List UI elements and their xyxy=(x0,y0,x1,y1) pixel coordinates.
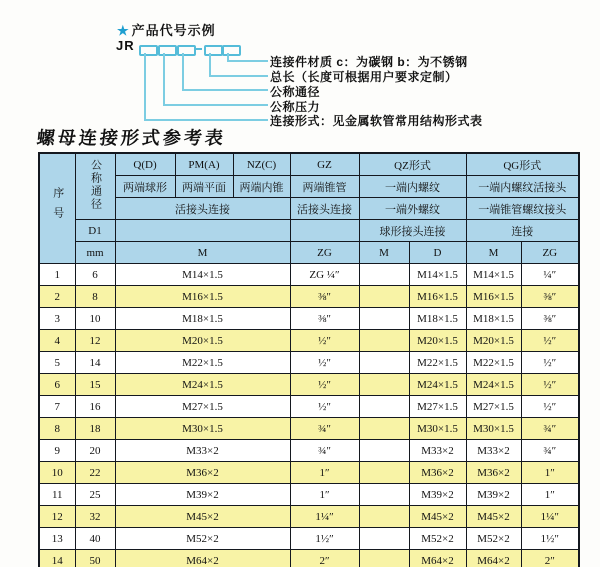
header-desc-qz-1: 一端内螺纹 xyxy=(359,176,466,198)
header-desc-gz: 两端锥管 xyxy=(290,176,359,198)
cell-m: M22×1.5 xyxy=(115,352,290,374)
table-row xyxy=(39,264,579,286)
cell-qg_zg: ½″ xyxy=(521,352,579,374)
cell-dn: 40 xyxy=(75,528,115,550)
header-mm: mm xyxy=(75,242,115,264)
code-label-diameter: 公称通径 xyxy=(270,85,321,99)
cell-seq: 9 xyxy=(39,440,75,462)
header-desc-qg-3: 连接 xyxy=(466,220,579,242)
cell-m: M45×2 xyxy=(115,506,290,528)
cell-qg_m: M64×2 xyxy=(466,550,521,567)
cell-m: M14×1.5 xyxy=(115,264,290,286)
cell-qg_m: M18×1.5 xyxy=(466,308,521,330)
table-row xyxy=(39,440,579,462)
cell-qg_m: M24×1.5 xyxy=(466,374,521,396)
cell-qz_d: M64×2 xyxy=(409,550,466,567)
cell-zg: ⅜″ xyxy=(290,286,359,308)
table-row xyxy=(39,396,579,418)
header-col-nz: NZ(C) xyxy=(233,153,290,176)
cell-dn: 10 xyxy=(75,308,115,330)
cell-m: M30×1.5 xyxy=(115,418,290,440)
cell-dn: 14 xyxy=(75,352,115,374)
cell-seq: 7 xyxy=(39,396,75,418)
table-header xyxy=(39,153,579,264)
header-seq: 序号 xyxy=(39,153,75,264)
header-desc-qg-2: 一端锥管螺纹接头 xyxy=(466,198,579,220)
code-label-material: 连接件材质 c：为碳钢 b：为不锈钢 xyxy=(270,55,468,69)
cell-qz_m xyxy=(359,484,409,506)
table-row xyxy=(39,352,579,374)
cell-m: M52×2 xyxy=(115,528,290,550)
cell-m: M39×2 xyxy=(115,484,290,506)
cell-qz_m xyxy=(359,352,409,374)
cell-qg_zg: 1½″ xyxy=(521,528,579,550)
cell-zg: 1″ xyxy=(290,484,359,506)
cell-qz_m xyxy=(359,550,409,567)
table-row xyxy=(39,308,579,330)
header-unit-zg: ZG xyxy=(290,242,359,264)
code-prefix: JR xyxy=(116,38,135,53)
cell-qz_d: M45×2 xyxy=(409,506,466,528)
header-desc-qz-2: 一端外螺纹 xyxy=(359,198,466,220)
cell-qz_d: M30×1.5 xyxy=(409,418,466,440)
cell-zg: ½″ xyxy=(290,396,359,418)
header-blank-left xyxy=(115,220,290,242)
cell-qg_m: M14×1.5 xyxy=(466,264,521,286)
cell-qg_m: M33×2 xyxy=(466,440,521,462)
code-label-pressure: 公称压力 xyxy=(270,100,321,114)
cell-qz_d: M24×1.5 xyxy=(409,374,466,396)
cell-seq: 6 xyxy=(39,374,75,396)
cell-dn: 18 xyxy=(75,418,115,440)
cell-qz_m xyxy=(359,396,409,418)
cell-seq: 2 xyxy=(39,286,75,308)
cell-zg: ¾″ xyxy=(290,418,359,440)
cell-dn: 12 xyxy=(75,330,115,352)
table-body xyxy=(39,264,579,567)
cell-qg_zg: 1″ xyxy=(521,462,579,484)
cell-qz_d: M20×1.5 xyxy=(409,330,466,352)
cell-qg_m: M52×2 xyxy=(466,528,521,550)
header-desc-q: 两端球形 xyxy=(115,176,175,198)
cell-m: M20×1.5 xyxy=(115,330,290,352)
cell-qz_m xyxy=(359,264,409,286)
header-col-q: Q(D) xyxy=(115,153,175,176)
product-code-heading-text: 产品代号示例 xyxy=(131,23,216,38)
header-blank-gz xyxy=(290,220,359,242)
cell-qz_d: M18×1.5 xyxy=(409,308,466,330)
header-col-qg: QG形式 xyxy=(466,153,579,176)
cell-qg_m: M45×2 xyxy=(466,506,521,528)
header-union-left: 活接头连接 xyxy=(115,198,290,220)
star-icon: ★ xyxy=(117,23,130,38)
table-row xyxy=(39,286,579,308)
cell-seq: 8 xyxy=(39,418,75,440)
cell-zg: 1″ xyxy=(290,462,359,484)
cell-m: M33×2 xyxy=(115,440,290,462)
cell-qz_d: M14×1.5 xyxy=(409,264,466,286)
table-row xyxy=(39,374,579,396)
cell-qz_m xyxy=(359,330,409,352)
cell-seq: 13 xyxy=(39,528,75,550)
cell-qz_d: M33×2 xyxy=(409,440,466,462)
cell-qg_m: M30×1.5 xyxy=(466,418,521,440)
cell-qz_m xyxy=(359,528,409,550)
header-unit-qz-m: M xyxy=(359,242,409,264)
table-row xyxy=(39,418,579,440)
cell-seq: 3 xyxy=(39,308,75,330)
table-row xyxy=(39,462,579,484)
header-unit-qg-zg: ZG xyxy=(521,242,579,264)
cell-qg_zg: 2″ xyxy=(521,550,579,567)
cell-qg_m: M20×1.5 xyxy=(466,330,521,352)
header-col-gz: GZ xyxy=(290,153,359,176)
cell-qg_m: M36×2 xyxy=(466,462,521,484)
header-desc-pm: 两端平面 xyxy=(175,176,233,198)
cell-qg_zg: ¾″ xyxy=(521,418,579,440)
cell-qz_d: M39×2 xyxy=(409,484,466,506)
cell-qz_d: M36×2 xyxy=(409,462,466,484)
header-unit-qg-m: M xyxy=(466,242,521,264)
cell-qz_d: M16×1.5 xyxy=(409,286,466,308)
header-desc-qg-1: 一端内螺纹活接头 xyxy=(466,176,579,198)
cell-qg_m: M22×1.5 xyxy=(466,352,521,374)
cell-zg: ½″ xyxy=(290,330,359,352)
cell-qg_zg: 1¼″ xyxy=(521,506,579,528)
cell-qg_zg: ½″ xyxy=(521,374,579,396)
cell-zg: ZG ¼″ xyxy=(290,264,359,286)
code-dash xyxy=(195,48,202,50)
cell-zg: 1¼″ xyxy=(290,506,359,528)
code-label-connection: 连接形式：见金属软管常用结构形式表 xyxy=(270,114,483,128)
header-desc-qz-3: 球形接头连接 xyxy=(359,220,466,242)
cell-zg: 1½″ xyxy=(290,528,359,550)
cell-qz_m xyxy=(359,418,409,440)
cell-qz_m xyxy=(359,286,409,308)
cell-seq: 4 xyxy=(39,330,75,352)
cell-qz_m xyxy=(359,308,409,330)
header-unit-m: M xyxy=(115,242,290,264)
cell-m: M36×2 xyxy=(115,462,290,484)
header-unit-qz-d: D xyxy=(409,242,466,264)
cell-m: M18×1.5 xyxy=(115,308,290,330)
cell-qz_d: M52×2 xyxy=(409,528,466,550)
cell-dn: 15 xyxy=(75,374,115,396)
cell-dn: 25 xyxy=(75,484,115,506)
cell-seq: 11 xyxy=(39,484,75,506)
cell-qg_zg: ⅜″ xyxy=(521,286,579,308)
cell-qg_zg: ¼″ xyxy=(521,264,579,286)
header-union-gz: 活接头连接 xyxy=(290,198,359,220)
cell-m: M64×2 xyxy=(115,550,290,567)
cell-qg_zg: ½″ xyxy=(521,396,579,418)
cell-dn: 20 xyxy=(75,440,115,462)
cell-dn: 16 xyxy=(75,396,115,418)
cell-qz_m xyxy=(359,374,409,396)
table-row xyxy=(39,330,579,352)
cell-zg: ⅜″ xyxy=(290,308,359,330)
cell-m: M16×1.5 xyxy=(115,286,290,308)
cell-dn: 22 xyxy=(75,462,115,484)
cell-qg_m: M16×1.5 xyxy=(466,286,521,308)
table-row xyxy=(39,528,579,550)
cell-qg_zg: ½″ xyxy=(521,330,579,352)
cell-zg: ½″ xyxy=(290,374,359,396)
cell-seq: 12 xyxy=(39,506,75,528)
table-row xyxy=(39,484,579,506)
cell-qg_m: M39×2 xyxy=(466,484,521,506)
nut-connection-table xyxy=(38,152,580,567)
header-dn: 公称通径 xyxy=(75,153,115,220)
cell-seq: 10 xyxy=(39,462,75,484)
cell-qg_m: M27×1.5 xyxy=(466,396,521,418)
cell-qg_zg: ⅜″ xyxy=(521,308,579,330)
table-title: 螺母连接形式参考表 xyxy=(35,128,227,148)
cell-m: M24×1.5 xyxy=(115,374,290,396)
cell-dn: 32 xyxy=(75,506,115,528)
product-code-heading xyxy=(117,20,216,39)
cell-zg: ¾″ xyxy=(290,440,359,462)
cell-dn: 6 xyxy=(75,264,115,286)
cell-qz_d: M27×1.5 xyxy=(409,396,466,418)
cell-seq: 5 xyxy=(39,352,75,374)
header-desc-nz: 两端内锥 xyxy=(233,176,290,198)
cell-m: M27×1.5 xyxy=(115,396,290,418)
header-col-qz: QZ形式 xyxy=(359,153,466,176)
cell-qg_zg: 1″ xyxy=(521,484,579,506)
cell-qg_zg: ¾″ xyxy=(521,440,579,462)
header-col-pm: PM(A) xyxy=(175,153,233,176)
cell-qz_m xyxy=(359,462,409,484)
cell-dn: 50 xyxy=(75,550,115,567)
cell-seq: 1 xyxy=(39,264,75,286)
code-label-length: 总长（长度可根据用户要求定制） xyxy=(270,70,458,84)
cell-dn: 8 xyxy=(75,286,115,308)
cell-qz_m xyxy=(359,506,409,528)
header-d1: D1 xyxy=(75,220,115,242)
cell-qz_d: M22×1.5 xyxy=(409,352,466,374)
cell-seq: 14 xyxy=(39,550,75,567)
cell-zg: 2″ xyxy=(290,550,359,567)
cell-zg: ½″ xyxy=(290,352,359,374)
connector-line-5 xyxy=(227,53,268,62)
cell-qz_m xyxy=(359,440,409,462)
table-row xyxy=(39,506,579,528)
table-row xyxy=(39,550,579,567)
